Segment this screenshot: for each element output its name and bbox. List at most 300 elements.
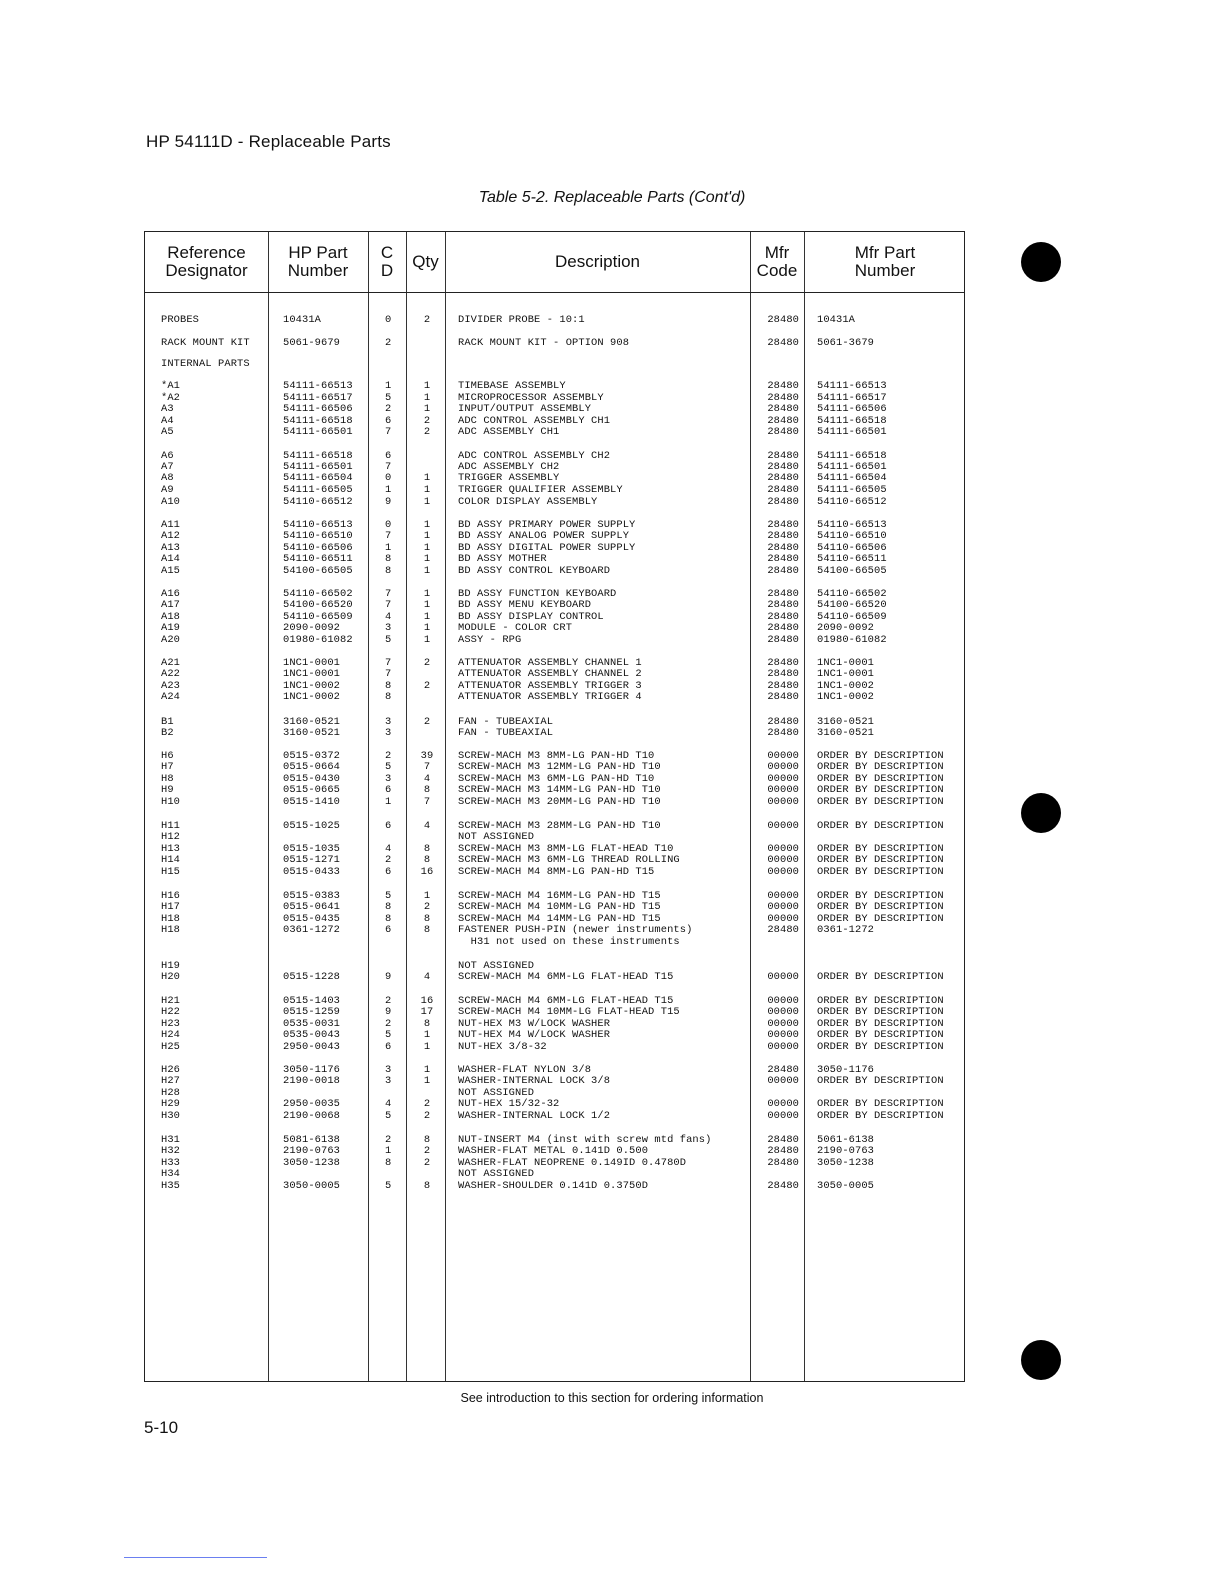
cell-mfr-part-number: 1NC1-0002 bbox=[817, 680, 875, 692]
cell-mfr-code: 28480 bbox=[767, 611, 799, 623]
cell-qty: 2 bbox=[423, 415, 431, 427]
cell-ref-designator: PROBES bbox=[161, 314, 200, 326]
cell-ref-designator: H8 bbox=[161, 773, 174, 785]
cell-description: FAN - TUBEAXIAL bbox=[458, 727, 554, 739]
cell-mfr-part-number: ORDER BY DESCRIPTION bbox=[817, 820, 944, 832]
cell-description: NUT-HEX 15/32-32 bbox=[458, 1098, 560, 1110]
cell-mfr-part-number: ORDER BY DESCRIPTION bbox=[817, 1018, 944, 1030]
cell-hp-part-number: 3050-0005 bbox=[283, 1180, 341, 1192]
cell-mfr-part-number: 1NC1-0001 bbox=[817, 668, 875, 680]
cell-cd-code: 0 bbox=[385, 519, 392, 531]
cell-hp-part-number: 54110-66512 bbox=[283, 496, 353, 508]
cell-ref-designator: *A1 bbox=[161, 380, 181, 392]
cell-hp-part-number: 54110-66510 bbox=[283, 530, 353, 542]
cell-mfr-code: 28480 bbox=[767, 1157, 799, 1169]
table-row bbox=[145, 727, 966, 739]
cell-cd-code: 2 bbox=[385, 995, 392, 1007]
cell-mfr-code: 28480 bbox=[767, 450, 799, 462]
cell-cd-code: 2 bbox=[385, 1134, 392, 1146]
table-row bbox=[145, 380, 966, 392]
cell-mfr-code: 28480 bbox=[767, 1180, 799, 1192]
cell-qty: 1 bbox=[423, 380, 431, 392]
binder-hole-icon bbox=[1021, 793, 1061, 833]
cell-mfr-part-number: 54111-66504 bbox=[817, 472, 887, 484]
table-row bbox=[145, 484, 966, 496]
table-row bbox=[145, 314, 966, 326]
cell-mfr-code: 00000 bbox=[767, 971, 799, 983]
cell-ref-designator: A10 bbox=[161, 496, 181, 508]
cell-hp-part-number: 1NC1-0002 bbox=[283, 680, 341, 692]
cell-cd-code: 3 bbox=[385, 773, 392, 785]
cell-mfr-code: 28480 bbox=[767, 716, 799, 728]
cell-qty: 8 bbox=[423, 1134, 431, 1146]
cell-qty: 1 bbox=[423, 890, 431, 902]
cell-mfr-code: 00000 bbox=[767, 750, 799, 762]
cell-qty: 1 bbox=[423, 496, 431, 508]
cell-hp-part-number: 54110-66506 bbox=[283, 542, 353, 554]
cell-hp-part-number: 54100-66505 bbox=[283, 565, 353, 577]
cell-ref-designator: A4 bbox=[161, 415, 174, 427]
cell-hp-part-number: 0515-0430 bbox=[283, 773, 341, 785]
cell-description: FAN - TUBEAXIAL bbox=[458, 716, 554, 728]
table-row bbox=[145, 936, 966, 948]
table-row bbox=[145, 1180, 966, 1192]
cell-mfr-code: 00000 bbox=[767, 1041, 799, 1053]
cell-hp-part-number: 3160-0521 bbox=[283, 716, 341, 728]
cell-description: SCREW-MACH M4 6MM-LG FLAT-HEAD T15 bbox=[458, 995, 674, 1007]
cell-ref-designator: A6 bbox=[161, 450, 174, 462]
cell-ref-designator: A22 bbox=[161, 668, 181, 680]
cell-ref-designator: H28 bbox=[161, 1087, 181, 1099]
cell-description: BD ASSY ANALOG POWER SUPPLY bbox=[458, 530, 630, 542]
cell-mfr-part-number: 54110-66506 bbox=[817, 542, 887, 554]
cell-mfr-code: 00000 bbox=[767, 995, 799, 1007]
cell-description: SCREW-MACH M4 16MM-LG PAN-HD T15 bbox=[458, 890, 661, 902]
cell-hp-part-number: 2190-0068 bbox=[283, 1110, 341, 1122]
cell-qty: 2 bbox=[423, 1110, 431, 1122]
cell-description: BD ASSY DIGITAL POWER SUPPLY bbox=[458, 542, 636, 554]
cell-hp-part-number: 54111-66517 bbox=[283, 392, 353, 404]
cell-qty: 39 bbox=[420, 750, 434, 762]
cell-mfr-part-number: 54111-66517 bbox=[817, 392, 887, 404]
cell-mfr-code: 28480 bbox=[767, 691, 799, 703]
table-row bbox=[145, 796, 966, 808]
cell-mfr-part-number: ORDER BY DESCRIPTION bbox=[817, 854, 944, 866]
cell-hp-part-number: 0535-0031 bbox=[283, 1018, 341, 1030]
cell-qty: 1 bbox=[423, 1041, 431, 1053]
cell-qty: 2 bbox=[423, 1157, 431, 1169]
cell-ref-designator: H29 bbox=[161, 1098, 181, 1110]
cell-mfr-code: 28480 bbox=[767, 314, 799, 326]
cell-description: SCREW-MACH M3 6MM-LG PAN-HD T10 bbox=[458, 773, 655, 785]
cell-ref-designator: H12 bbox=[161, 831, 181, 843]
cell-cd-code: 6 bbox=[385, 866, 392, 878]
cell-hp-part-number: 0515-1410 bbox=[283, 796, 341, 808]
cell-qty: 8 bbox=[423, 854, 431, 866]
cell-qty: 2 bbox=[423, 314, 431, 326]
cell-ref-designator: A11 bbox=[161, 519, 181, 531]
cell-description: ADC CONTROL ASSEMBLY CH1 bbox=[458, 415, 611, 427]
table-row bbox=[145, 599, 966, 611]
cell-description: SCREW-MACH M3 12MM-LG PAN-HD T10 bbox=[458, 761, 661, 773]
cell-cd-code: 2 bbox=[385, 750, 392, 762]
cell-hp-part-number: 0515-0664 bbox=[283, 761, 341, 773]
cell-description: SCREW-MACH M3 20MM-LG PAN-HD T10 bbox=[458, 796, 661, 808]
cell-mfr-code: 28480 bbox=[767, 622, 799, 634]
cell-ref-designator: A15 bbox=[161, 565, 181, 577]
cell-hp-part-number: 0515-1271 bbox=[283, 854, 341, 866]
cell-ref-designator: A12 bbox=[161, 530, 181, 542]
cell-ref-designator: A7 bbox=[161, 461, 174, 473]
cell-cd-code: 7 bbox=[385, 426, 392, 438]
header-mfr-code: Mfr Code bbox=[756, 243, 798, 280]
cell-qty: 2 bbox=[423, 901, 431, 913]
header-ref-designator: Reference Designator bbox=[165, 243, 248, 280]
table-row bbox=[145, 784, 966, 796]
cell-ref-designator: H27 bbox=[161, 1075, 181, 1087]
cell-qty: 8 bbox=[423, 784, 431, 796]
cell-hp-part-number: 0515-0641 bbox=[283, 901, 341, 913]
cell-ref-designator: H13 bbox=[161, 843, 181, 855]
cell-mfr-part-number: ORDER BY DESCRIPTION bbox=[817, 784, 944, 796]
table-row bbox=[145, 924, 966, 936]
table-row bbox=[145, 358, 966, 370]
table-row bbox=[145, 622, 966, 634]
cell-mfr-part-number: 54110-66510 bbox=[817, 530, 887, 542]
cell-description: FASTENER PUSH-PIN (newer instruments) bbox=[458, 924, 693, 936]
cell-mfr-part-number: ORDER BY DESCRIPTION bbox=[817, 901, 944, 913]
cell-cd-code: 2 bbox=[385, 337, 392, 349]
cell-mfr-code: 00000 bbox=[767, 784, 799, 796]
cell-cd-code: 9 bbox=[385, 971, 392, 983]
cell-hp-part-number: 0515-1403 bbox=[283, 995, 341, 1007]
cell-mfr-part-number: 54111-66518 bbox=[817, 415, 887, 427]
table-row bbox=[145, 1006, 966, 1018]
cell-description: SCREW-MACH M4 10MM-LG PAN-HD T15 bbox=[458, 901, 661, 913]
cell-description: NUT-HEX 3/8-32 bbox=[458, 1041, 547, 1053]
cell-ref-designator: H22 bbox=[161, 1006, 181, 1018]
cell-qty: 1 bbox=[423, 588, 431, 600]
cell-hp-part-number: 0515-0383 bbox=[283, 890, 341, 902]
table-row bbox=[145, 530, 966, 542]
cell-ref-designator: H18 bbox=[161, 913, 181, 925]
cell-cd-code: 7 bbox=[385, 668, 392, 680]
binder-hole-icon bbox=[1021, 242, 1061, 282]
cell-description: BD ASSY PRIMARY POWER SUPPLY bbox=[458, 519, 636, 531]
cell-mfr-code: 28480 bbox=[767, 668, 799, 680]
cell-mfr-part-number: 54100-66520 bbox=[817, 599, 887, 611]
cell-ref-designator: H9 bbox=[161, 784, 174, 796]
table-row bbox=[145, 496, 966, 508]
cell-qty: 1 bbox=[423, 1075, 431, 1087]
cell-mfr-code: 00000 bbox=[767, 913, 799, 925]
header-mfr-part-number: Mfr Part Number bbox=[854, 243, 916, 280]
cell-mfr-code: 00000 bbox=[767, 866, 799, 878]
cell-mfr-part-number: 54111-66506 bbox=[817, 403, 887, 415]
cell-mfr-part-number: ORDER BY DESCRIPTION bbox=[817, 995, 944, 1007]
cell-mfr-part-number: 10431A bbox=[817, 314, 856, 326]
cell-mfr-code: 28480 bbox=[767, 426, 799, 438]
cell-qty: 16 bbox=[420, 995, 434, 1007]
cell-mfr-part-number: ORDER BY DESCRIPTION bbox=[817, 773, 944, 785]
cell-ref-designator: H19 bbox=[161, 960, 181, 972]
cell-hp-part-number: 0515-1228 bbox=[283, 971, 341, 983]
cell-description: ATTENUATOR ASSEMBLY TRIGGER 3 bbox=[458, 680, 642, 692]
cell-description: TIMEBASE ASSEMBLY bbox=[458, 380, 566, 392]
cell-cd-code: 3 bbox=[385, 622, 392, 634]
cell-mfr-code: 28480 bbox=[767, 380, 799, 392]
cell-hp-part-number: 0515-0372 bbox=[283, 750, 341, 762]
cell-cd-code: 6 bbox=[385, 784, 392, 796]
cell-cd-code: 8 bbox=[385, 565, 392, 577]
parts-table bbox=[144, 231, 965, 1382]
cell-hp-part-number: 54111-66513 bbox=[283, 380, 353, 392]
cell-mfr-part-number: ORDER BY DESCRIPTION bbox=[817, 843, 944, 855]
cell-qty: 7 bbox=[423, 761, 431, 773]
cell-cd-code: 6 bbox=[385, 820, 392, 832]
table-row bbox=[145, 565, 966, 577]
cell-mfr-code: 28480 bbox=[767, 461, 799, 473]
cell-ref-designator: INTERNAL PARTS bbox=[161, 358, 250, 370]
cell-cd-code: 1 bbox=[385, 796, 392, 808]
cell-mfr-part-number: 3160-0521 bbox=[817, 716, 875, 728]
cell-qty: 2 bbox=[423, 426, 431, 438]
cell-mfr-part-number: ORDER BY DESCRIPTION bbox=[817, 1075, 944, 1087]
cell-hp-part-number: 5061-9679 bbox=[283, 337, 341, 349]
cell-qty: 1 bbox=[423, 611, 431, 623]
cell-cd-code: 5 bbox=[385, 890, 392, 902]
cell-mfr-part-number: 01980-61082 bbox=[817, 634, 887, 646]
table-row bbox=[145, 901, 966, 913]
header-rule bbox=[145, 292, 964, 293]
cell-mfr-part-number: 1NC1-0001 bbox=[817, 657, 875, 669]
cell-mfr-part-number: 54111-66513 bbox=[817, 380, 887, 392]
cell-cd-code: 5 bbox=[385, 1110, 392, 1122]
cell-qty: 2 bbox=[423, 657, 431, 669]
cell-description: ATTENUATOR ASSEMBLY CHANNEL 1 bbox=[458, 657, 642, 669]
cell-mfr-part-number: ORDER BY DESCRIPTION bbox=[817, 1098, 944, 1110]
cell-description: SCREW-MACH M4 8MM-LG PAN-HD T15 bbox=[458, 866, 655, 878]
cell-mfr-code: 28480 bbox=[767, 337, 799, 349]
page-header-title: HP 54111D - Replaceable Parts bbox=[146, 132, 391, 151]
cell-mfr-code: 00000 bbox=[767, 1075, 799, 1087]
cell-cd-code: 1 bbox=[385, 542, 392, 554]
cell-description: NUT-INSERT M4 (inst with screw mtd fans) bbox=[458, 1134, 712, 1146]
cell-description: NOT ASSIGNED bbox=[458, 960, 535, 972]
cell-hp-part-number: 0515-1259 bbox=[283, 1006, 341, 1018]
cell-qty: 2 bbox=[423, 1098, 431, 1110]
cell-cd-code: 0 bbox=[385, 472, 392, 484]
cell-ref-designator: A18 bbox=[161, 611, 181, 623]
cell-ref-designator: A9 bbox=[161, 484, 174, 496]
table-row bbox=[145, 1110, 966, 1122]
cell-hp-part-number: 54111-66506 bbox=[283, 403, 353, 415]
cell-mfr-part-number: 5061-3679 bbox=[817, 337, 875, 349]
cell-description: MODULE - COLOR CRT bbox=[458, 622, 573, 634]
cell-mfr-code: 00000 bbox=[767, 1018, 799, 1030]
cell-ref-designator: H18 bbox=[161, 924, 181, 936]
cell-description: BD ASSY CONTROL KEYBOARD bbox=[458, 565, 611, 577]
cell-mfr-code: 28480 bbox=[767, 680, 799, 692]
cell-hp-part-number: 54110-66502 bbox=[283, 588, 353, 600]
cell-description: DIVIDER PROBE - 10:1 bbox=[458, 314, 585, 326]
cell-ref-designator: A8 bbox=[161, 472, 174, 484]
cell-mfr-part-number: 54110-66512 bbox=[817, 496, 887, 508]
cell-mfr-part-number: 54111-66505 bbox=[817, 484, 887, 496]
cell-cd-code: 5 bbox=[385, 1180, 392, 1192]
cell-mfr-part-number: 5061-6138 bbox=[817, 1134, 875, 1146]
cell-qty: 1 bbox=[423, 392, 431, 404]
cell-ref-designator: H33 bbox=[161, 1157, 181, 1169]
cell-mfr-code: 28480 bbox=[767, 403, 799, 415]
cell-cd-code: 8 bbox=[385, 691, 392, 703]
cell-ref-designator: H15 bbox=[161, 866, 181, 878]
cell-hp-part-number: 0515-0435 bbox=[283, 913, 341, 925]
cell-hp-part-number: 1NC1-0001 bbox=[283, 668, 341, 680]
cell-ref-designator: H11 bbox=[161, 820, 181, 832]
cell-hp-part-number: 0535-0043 bbox=[283, 1029, 341, 1041]
cell-description: TRIGGER ASSEMBLY bbox=[458, 472, 560, 484]
cell-hp-part-number: 0515-0665 bbox=[283, 784, 341, 796]
cell-hp-part-number: 2950-0035 bbox=[283, 1098, 341, 1110]
cell-description: NOT ASSIGNED bbox=[458, 831, 535, 843]
header-hp-part-number: HP Part Number bbox=[287, 243, 349, 280]
table-row bbox=[145, 668, 966, 680]
cell-ref-designator: A20 bbox=[161, 634, 181, 646]
cell-hp-part-number: 01980-61082 bbox=[283, 634, 353, 646]
cell-ref-designator: *A2 bbox=[161, 392, 181, 404]
cell-qty: 2 bbox=[423, 680, 431, 692]
cell-qty: 8 bbox=[423, 1018, 431, 1030]
cell-qty: 1 bbox=[423, 542, 431, 554]
cell-ref-designator: H16 bbox=[161, 890, 181, 902]
cell-cd-code: 4 bbox=[385, 843, 392, 855]
cell-ref-designator: H26 bbox=[161, 1064, 181, 1076]
table-row bbox=[145, 691, 966, 703]
table-row bbox=[145, 472, 966, 484]
cell-description: TRIGGER QUALIFIER ASSEMBLY bbox=[458, 484, 623, 496]
cell-qty: 4 bbox=[423, 971, 431, 983]
cell-cd-code: 8 bbox=[385, 1157, 392, 1169]
cell-ref-designator: H10 bbox=[161, 796, 181, 808]
ordering-note: See introduction to this section for ordering information bbox=[460, 1391, 764, 1405]
cell-mfr-part-number: 0361-1272 bbox=[817, 924, 875, 936]
cell-ref-designator: H21 bbox=[161, 995, 181, 1007]
cell-mfr-code: 28480 bbox=[767, 484, 799, 496]
cell-hp-part-number: 54111-66518 bbox=[283, 415, 353, 427]
cell-mfr-code: 00000 bbox=[767, 890, 799, 902]
cell-mfr-part-number: 3050-1176 bbox=[817, 1064, 875, 1076]
cell-mfr-code: 00000 bbox=[767, 820, 799, 832]
cell-cd-code: 1 bbox=[385, 484, 392, 496]
cell-ref-designator: H7 bbox=[161, 761, 174, 773]
cell-cd-code: 2 bbox=[385, 403, 392, 415]
cell-ref-designator: H23 bbox=[161, 1018, 181, 1030]
cell-cd-code: 1 bbox=[385, 380, 392, 392]
header-description: Description bbox=[554, 252, 641, 271]
cell-mfr-part-number: 2090-0092 bbox=[817, 622, 875, 634]
table-row bbox=[145, 854, 966, 866]
cell-hp-part-number: 54110-66509 bbox=[283, 611, 353, 623]
cell-cd-code: 2 bbox=[385, 1018, 392, 1030]
cell-ref-designator: H34 bbox=[161, 1168, 181, 1180]
cell-mfr-code: 00000 bbox=[767, 1098, 799, 1110]
cell-mfr-part-number: 54111-66518 bbox=[817, 450, 887, 462]
cell-mfr-part-number: 54100-66505 bbox=[817, 565, 887, 577]
cell-mfr-code: 00000 bbox=[767, 1029, 799, 1041]
cell-cd-code: 6 bbox=[385, 924, 392, 936]
cell-hp-part-number: 2090-0092 bbox=[283, 622, 341, 634]
cell-cd-code: 5 bbox=[385, 392, 392, 404]
cell-hp-part-number: 0515-1025 bbox=[283, 820, 341, 832]
cell-hp-part-number: 54100-66520 bbox=[283, 599, 353, 611]
cell-description: WASHER-SHOULDER 0.141D 0.3750D bbox=[458, 1180, 649, 1192]
cell-mfr-code: 28480 bbox=[767, 496, 799, 508]
cell-cd-code: 9 bbox=[385, 496, 392, 508]
cell-description: WASHER-FLAT METAL 0.141D 0.500 bbox=[458, 1145, 649, 1157]
cell-cd-code: 7 bbox=[385, 461, 392, 473]
cell-qty: 1 bbox=[423, 553, 431, 565]
cell-qty: 1 bbox=[423, 530, 431, 542]
cell-ref-designator: H17 bbox=[161, 901, 181, 913]
cell-qty: 1 bbox=[423, 599, 431, 611]
cell-qty: 1 bbox=[423, 622, 431, 634]
cell-description: ATTENUATOR ASSEMBLY CHANNEL 2 bbox=[458, 668, 642, 680]
table-row bbox=[145, 831, 966, 843]
cell-mfr-code: 28480 bbox=[767, 392, 799, 404]
cell-cd-code: 7 bbox=[385, 588, 392, 600]
cell-description: NOT ASSIGNED bbox=[458, 1168, 535, 1180]
cell-hp-part-number: 1NC1-0001 bbox=[283, 657, 341, 669]
cell-mfr-code: 28480 bbox=[767, 530, 799, 542]
cell-cd-code: 3 bbox=[385, 727, 392, 739]
cell-ref-designator: H30 bbox=[161, 1110, 181, 1122]
cell-description: WASHER-INTERNAL LOCK 1/2 bbox=[458, 1110, 611, 1122]
cell-hp-part-number: 54110-66511 bbox=[283, 553, 353, 565]
cell-cd-code: 2 bbox=[385, 854, 392, 866]
cell-ref-designator: A24 bbox=[161, 691, 181, 703]
cell-ref-designator: A23 bbox=[161, 680, 181, 692]
cell-hp-part-number: 1NC1-0002 bbox=[283, 691, 341, 703]
cell-cd-code: 3 bbox=[385, 1064, 392, 1076]
cell-mfr-code: 28480 bbox=[767, 565, 799, 577]
cell-description: H31 not used on these instruments bbox=[458, 936, 680, 948]
cell-qty: 16 bbox=[420, 866, 434, 878]
cell-cd-code: 5 bbox=[385, 761, 392, 773]
cell-mfr-code: 28480 bbox=[767, 634, 799, 646]
table-row bbox=[145, 866, 966, 878]
cell-mfr-part-number: 54110-66502 bbox=[817, 588, 887, 600]
cell-cd-code: 1 bbox=[385, 1145, 392, 1157]
cell-cd-code: 8 bbox=[385, 913, 392, 925]
cell-mfr-code: 28480 bbox=[767, 472, 799, 484]
cell-description: SCREW-MACH M3 8MM-LG FLAT-HEAD T10 bbox=[458, 843, 674, 855]
cell-cd-code: 4 bbox=[385, 611, 392, 623]
cell-description: BD ASSY FUNCTION KEYBOARD bbox=[458, 588, 617, 600]
cell-mfr-code: 28480 bbox=[767, 415, 799, 427]
cell-qty: 4 bbox=[423, 773, 431, 785]
cell-qty: 1 bbox=[423, 472, 431, 484]
cell-hp-part-number: 54110-66513 bbox=[283, 519, 353, 531]
cell-mfr-code: 28480 bbox=[767, 727, 799, 739]
cell-description: BD ASSY MOTHER bbox=[458, 553, 547, 565]
cell-hp-part-number: 2190-0018 bbox=[283, 1075, 341, 1087]
cell-cd-code: 5 bbox=[385, 634, 392, 646]
table-row bbox=[145, 1075, 966, 1087]
cell-description: SCREW-MACH M3 6MM-LG THREAD ROLLING bbox=[458, 854, 680, 866]
cell-mfr-code: 28480 bbox=[767, 599, 799, 611]
cell-hp-part-number: 0515-1035 bbox=[283, 843, 341, 855]
